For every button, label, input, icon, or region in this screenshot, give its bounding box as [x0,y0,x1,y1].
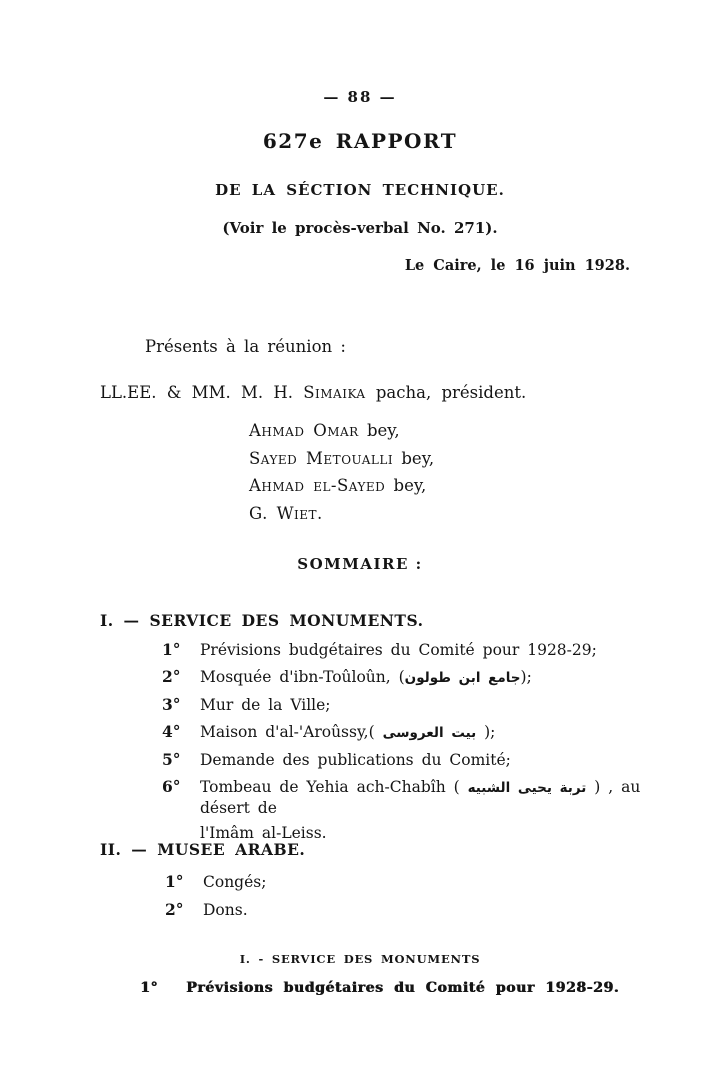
item-text-fr: ); [520,668,532,686]
item-text-fr: Mosquée d'ibn-Toûloûn, ( [200,668,405,686]
item-text-fr: ) , au désert de [200,778,641,817]
section-2-heading: II. — MUSEE ARABE. [100,840,306,859]
attendee-line [249,500,434,528]
attendee-suffix: bey, [358,421,400,440]
item-text [200,667,670,688]
sommaire-item [162,667,670,688]
body-section-heading: I. - SERVICE DES MONUMENTS [239,952,481,966]
attendee-suffix: bey, [385,476,427,495]
report-title: 627e RAPPORT [262,129,458,153]
item-text [200,777,670,843]
item-text-arabic: بيت العروسى [382,725,477,741]
section-2-items [165,872,660,928]
item-number: 1° [165,872,184,891]
attendee-suffix: . [317,503,323,523]
attendee-line [249,445,434,473]
sommaire-item [162,777,670,843]
item-number: 3° [162,695,181,714]
item-number: 1° [162,640,181,659]
sommaire-item [162,640,670,660]
report-subtitle: DE LA SÉCTION TECHNIQUE. [215,181,505,199]
item-text-arabic: جامع ابن طولون [404,670,521,686]
item-text-fr: Maison d'al-'Aroûssy,( [200,723,383,741]
sommaire-heading: SOMMAIRE : [297,555,423,573]
attendee-line [249,472,434,500]
sommaire-item [165,900,660,920]
item-text [200,722,670,743]
item-text-line2: l'Imâm al-Leiss. [200,824,327,842]
sommaire-item [165,872,660,892]
sommaire-item [162,695,670,715]
item-text: Prévisions budgétaires du Comité pour 1928-29; [200,641,597,659]
president-name: Simaika [303,383,366,402]
item-number: 1° [140,980,158,996]
attendance-president-line [100,383,526,402]
section-1-items [162,640,670,850]
item-text: Congés; [203,873,267,891]
president-prefix: LL.EE. & MM. M. H. [100,383,304,402]
sommaire-item [162,722,670,743]
item-number: 2° [162,667,181,686]
attendee-name: Sayed Metoualli [249,448,394,468]
item-number: 2° [165,900,184,919]
page-number: — 88 — [323,88,397,106]
attendee-name: Ahmad Omar [249,421,359,440]
reference-note: (Voir le procès-verbal No. 271). [222,219,498,237]
item-text-fr: Tombeau de Yehia ach-Chabîh ( [200,778,468,796]
item-text-fr: ); [476,723,496,741]
attendee-list [249,417,434,527]
body-first-item [140,980,670,996]
item-number: 5° [162,750,181,769]
item-text: Prévisions budgétaires du Comité pour 1928-29. [186,980,620,996]
item-text: Dons. [203,901,248,919]
section-1-heading: I. — SERVICE DES MONUMENTS. [100,611,424,630]
attendee-name: Ahmad el-Sayed [249,476,386,495]
sommaire-item [162,750,670,770]
item-number: 4° [162,722,181,741]
attendee-suffix: bey, [393,448,435,468]
item-text: Mur de la Ville; [200,696,331,714]
item-text: Demande des publications du Comité; [200,751,511,769]
attendance-heading: Présents à la réunion : [145,337,346,356]
attendee-line [249,417,434,445]
dateline: Le Caire, le 16 juin 1928. [404,257,630,274]
item-text-arabic: تربة يحيى الشبيه [467,780,587,796]
attendee-name: G. Wiet [249,503,318,523]
president-suffix: pacha, président. [365,383,527,402]
item-number: 6° [162,777,181,796]
